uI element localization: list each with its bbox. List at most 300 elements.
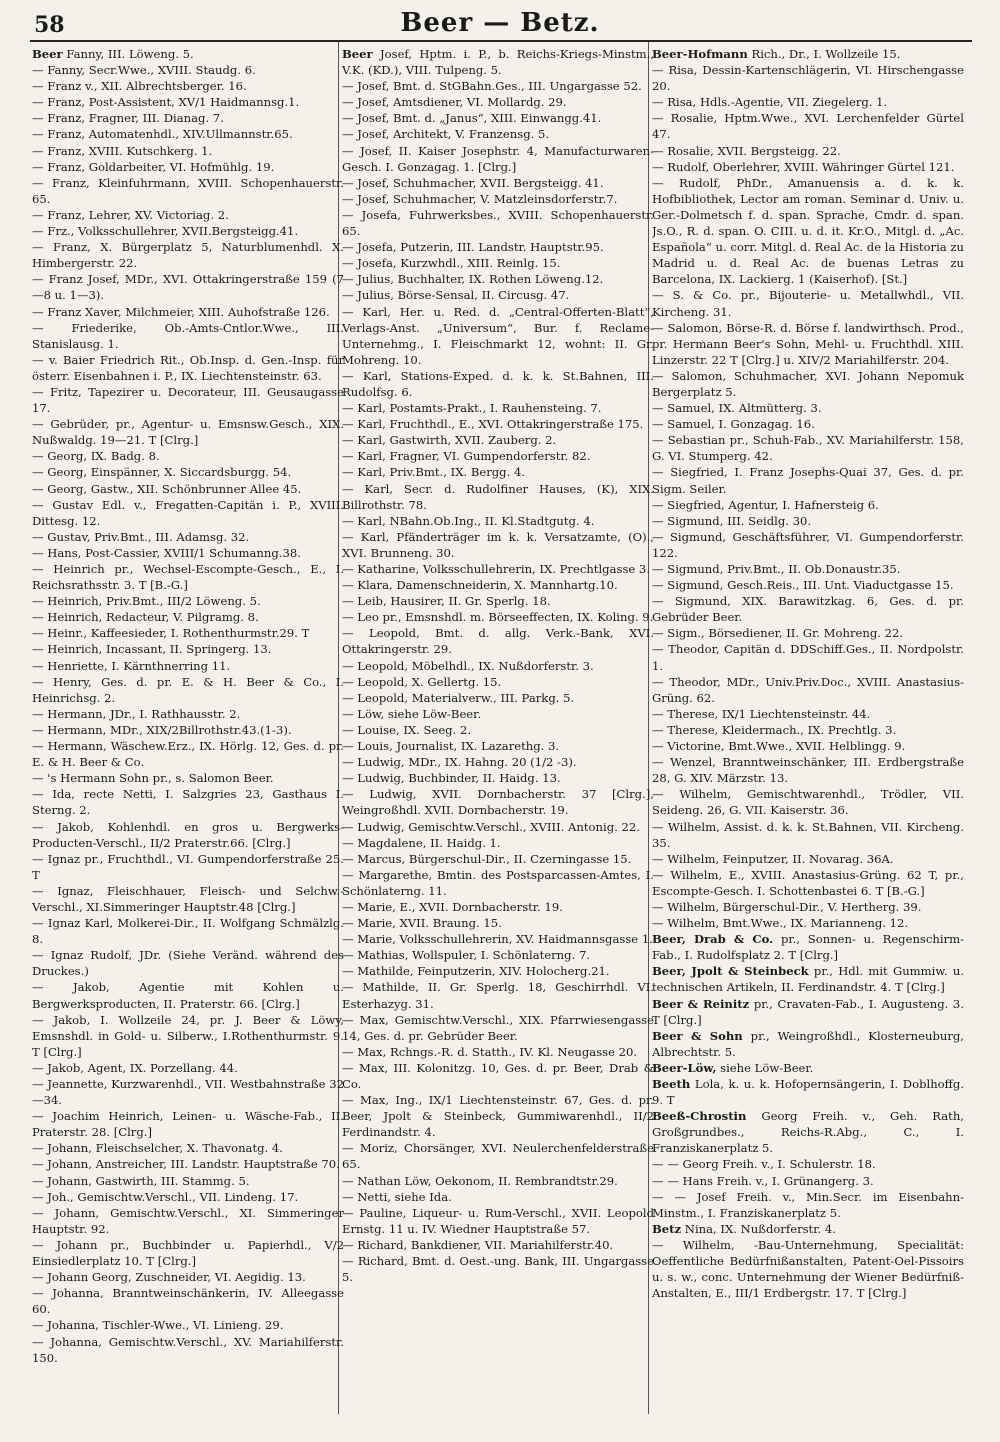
directory-entry	[652, 94, 964, 110]
directory-entry	[652, 1173, 964, 1189]
directory-entry	[342, 1140, 654, 1172]
entry-text: — Ludwig, Gemischtw.Verschl., XVIII. Antonig. 22.	[342, 819, 640, 834]
directory-entry	[342, 1092, 654, 1140]
directory-entry	[342, 271, 654, 287]
entry-text: — Risa, Hdls.-Agentie, VII. Ziegelerg. 1.	[652, 95, 888, 110]
entry-text: — Wilhelm, E., XVIII. Anastasius-Grüng. 62 T, pr., Escompte-Gesch. I. Schottenbastei 6. T [B.-G.]	[652, 867, 964, 898]
entry-surname: Beer	[32, 47, 63, 61]
directory-entry	[342, 963, 654, 979]
entry-text: — Netti, siehe Ida.	[342, 1189, 452, 1204]
entry-text: — Ludwig, XVII. Dornbacherstr. 37 [Clrg.], Weingroßhdl. XVII. Dornbacherstr. 19.	[342, 787, 654, 818]
directory-entry	[652, 1189, 964, 1221]
directory-entry	[652, 1237, 964, 1301]
directory-entry	[32, 545, 344, 561]
directory-entry	[652, 867, 964, 899]
entry-text: — Franz, Fragner, III. Dianag. 7.	[32, 111, 224, 126]
entry-text: — Franz, Goldarbeiter, VI. Hofmühlg. 19.	[32, 159, 275, 174]
entry-text: — — Josef Freih. v., Min.Secr. im Eisenbahn-Minstm., I. Franziskanerplatz 5.	[652, 1189, 964, 1220]
directory-entry	[342, 110, 654, 126]
directory-entry	[32, 915, 344, 947]
entry-text: — Sigmund, III. Seidlg. 30.	[652, 513, 812, 528]
directory-entry	[342, 561, 654, 577]
entry-text: — Julius, Buchhalter, IX. Rothen Löweng.12.	[342, 272, 604, 287]
directory-entry	[32, 416, 344, 448]
directory-entry	[32, 159, 344, 175]
directory-entry	[342, 609, 654, 625]
entry-text: — Max, Gemischtw.Verschl., XIX. Pfarrwiesengasse 14, Ges. d. pr. Gebrüder Beer.	[342, 1012, 654, 1043]
entry-text: — Marie, E., XVII. Dornbacherstr. 19.	[342, 899, 563, 914]
entry-text: — Heinrich, Redacteur, V. Pilgramg. 8.	[32, 610, 259, 625]
entry-text: — Samuel, IX. Altmütterg. 3.	[652, 401, 822, 416]
directory-entry	[32, 126, 344, 142]
entry-text: — Jakob, Agent, IX. Porzellang. 44.	[32, 1060, 238, 1075]
entry-text: — Max, III. Kolonitzg. 10, Ges. d. pr. Beer, Drab & Co.	[342, 1060, 654, 1091]
directory-entry	[32, 1108, 344, 1140]
directory-entry	[342, 931, 654, 947]
directory-entry	[32, 851, 344, 883]
directory-entry	[32, 1317, 344, 1333]
directory-entry	[342, 448, 654, 464]
entry-text: Rich., Dr., I. Wollzeile 15.	[747, 47, 901, 61]
entry-text: — Gebrüder, pr., Agentur- u. Emsnsw.Gesch., XIX. Nußwaldg. 19—21. T [Clrg.]	[32, 417, 344, 448]
directory-entry	[342, 1060, 654, 1092]
entry-text: — Josef, II. Kaiser Josephstr. 4, Manufacturwaren-Gesch. I. Gonzagag. 1. [Clrg.]	[342, 143, 654, 174]
entry-text: — Ida, recte Netti, I. Salzgries 23, Gasthaus I. Sterng. 2.	[32, 787, 344, 818]
directory-entry	[342, 46, 654, 78]
entry-text: — Georg, IX. Badg. 8.	[32, 449, 160, 464]
entry-text: — Heinrich, Incassant, II. Springerg. 13.	[32, 642, 272, 657]
directory-entry	[342, 658, 654, 674]
entry-text: — Victorine, Bmt.Wwe., XVII. Helblingg. 9.	[652, 739, 906, 754]
directory-entry	[32, 78, 344, 94]
entry-surname: Beer & Reinitz	[652, 996, 750, 1011]
directory-entry	[652, 899, 964, 915]
entry-text: — Johanna, Tischler-Wwe., VI. Linieng. 29.	[32, 1318, 284, 1333]
entry-text: — Magdalene, II. Haidg. 1.	[342, 835, 501, 850]
directory-entry	[342, 593, 654, 609]
entry-text: — 's Hermann Sohn pr., s. Salomon Beer.	[32, 771, 274, 786]
entry-text: Josef, Hptm. i. P., b. Reichs-Kriegs-Minstm., V.K. (KD.), VIII. Tulpeng. 5.	[342, 47, 654, 78]
directory-entry	[342, 143, 654, 175]
entry-text: — Sebastian pr., Schuh-Fab., XV. Mariahilferstr. 158, G. VI. Stumperg. 42.	[652, 433, 964, 464]
entry-text: — Louise, IX. Seeg. 2.	[342, 722, 472, 737]
directory-entry	[32, 271, 344, 303]
entry-text: — Karl, Fragner, VI. Gumpendorferstr. 82.	[342, 449, 591, 464]
entry-text: — Marie, XVII. Braung. 15.	[342, 916, 502, 931]
entry-text: — Franz, Automatenhdl., XIV.Ullmannstr.65.	[32, 127, 293, 142]
entry-text: — v. Baier Friedrich Rit., Ob.Insp. d. Gen.-Insp. für österr. Eisenbahnen i. P., IX. Liechtensteinstr. 63.	[32, 352, 344, 383]
entry-text: — Löw, siehe Löw-Beer.	[342, 706, 482, 721]
entry-text: — Ignaz Rudolf, JDr. (Siehe Veränd. während des Druckes.)	[32, 948, 344, 979]
directory-entry	[32, 1205, 344, 1237]
directory-entry	[342, 899, 654, 915]
entry-text: — Henry, Ges. d. pr. E. & H. Beer & Co., I. Heinrichsg. 2.	[32, 674, 344, 705]
entry-text: — Leopold, Möbelhdl., IX. Nußdorferstr. 3.	[342, 658, 594, 673]
entry-text: — Jakob, Kohlenhdl. en gros u. Bergwerks-Producten-Verschl., II/2 Praterstr.66. [Clrg.]	[32, 819, 344, 850]
entry-text: — Hermann, JDr., I. Rathhausstr. 2.	[32, 706, 241, 721]
directory-entry	[342, 126, 654, 142]
directory-entry	[342, 1173, 654, 1189]
directory-entry	[32, 883, 344, 915]
entry-text: pr., Hdl. mit Gummiw. u. technischen Artikeln, II. Ferdinandstr. 4. T [Clrg.]	[652, 964, 964, 995]
entry-surname: Beer, Jpolt & Steinbeck	[652, 964, 809, 979]
directory-entry	[652, 1156, 964, 1172]
entry-text: — Johann, Gastwirth, III. Stammg. 5.	[32, 1173, 250, 1188]
directory-entry	[32, 304, 344, 320]
directory-entry	[342, 577, 654, 593]
directory-entry	[652, 738, 964, 754]
entry-text: — Heinrich pr., Wechsel-Escompte-Gesch., E., I. Reichsrathsstr. 3. T [B.-G.]	[32, 562, 344, 593]
directory-entry	[342, 835, 654, 851]
directory-entry	[342, 287, 654, 303]
entry-text: — Rudolf, PhDr., Amanuensis a. d. k. k. Hofbibliothek, Lector am roman. Seminar d. Univ. u. Ger.-Dolmetsch f. d. span. Sprache, Cmdr. d. span. Js.O., R. d. span. O. CIII. u. d. it. Kr.O., Mitgl. d. „Ac. Española“ u. corr. Mitgl. d. Real Ac. de la Historia zu Madrid u. d. Real Ac. de buenas Letras zu Barcelona, IX. Lackierg. 1 (Kaiserhof). [St.]	[652, 175, 964, 287]
entry-text: — Karl, Her. u. Red. d. „Central-Offerten-Blatt“, Verlags-Anst. „Universum“, Bur. f. Reclame-Unternehmg., I. Fleischmarkt 12, wohnt: II. Gr. Mohreng. 10.	[342, 304, 654, 367]
entry-text: — Johanna, Branntweinschänkerin, IV. Alleegasse 60.	[32, 1286, 344, 1317]
entry-text: — Sigmund, Geschäftsführer, VI. Gumpendorferstr. 122.	[652, 529, 964, 560]
directory-entry	[652, 722, 964, 738]
directory-entry	[32, 1173, 344, 1189]
entry-text: — Josef, Schuhmacher, V. Matzleinsdorferstr.7.	[342, 191, 618, 206]
entry-text: — Gustav Edl. v., Fregatten-Capitän i. P., XVIII. Dittesg. 12.	[32, 497, 344, 528]
directory-entry	[652, 625, 964, 641]
entry-text: — Wilhelm, Bürgerschul-Dir., V. Hertherg. 39.	[652, 899, 922, 914]
entry-surname: Beeth	[652, 1077, 691, 1091]
entry-text: — Nathan Löw, Oekonom, II. Rembrandtstr.29.	[342, 1173, 618, 1188]
directory-entry	[342, 722, 654, 738]
entry-text: — Therese, Kleidermach., IX. Prechtlg. 3.	[652, 722, 897, 737]
entry-text: — Josef, Bmt. d. StGBahn.Ges., III. Ungargasse 52.	[342, 79, 642, 94]
entry-text: — Julius, Börse-Sensal, II. Circusg. 47.	[342, 288, 570, 303]
entry-text: — Rudolf, Oberlehrer, XVIII. Währinger Gürtel 121.	[652, 159, 955, 174]
entry-surname: Beer & Sohn	[652, 1028, 743, 1043]
directory-entry	[652, 786, 964, 818]
directory-entry	[342, 1189, 654, 1205]
entry-text: — Ignaz, Fleischhauer, Fleisch- und Selchw.-Verschl., XI.Simmeringer Hauptstr.48 [Clrg.]	[32, 883, 344, 914]
directory-entry	[652, 996, 964, 1028]
directory-entry	[342, 513, 654, 529]
entry-surname: Beer-Löw,	[652, 1060, 717, 1075]
directory-entry	[32, 94, 344, 110]
directory-entry	[32, 1189, 344, 1205]
directory-entry	[342, 625, 654, 657]
directory-entry	[342, 191, 654, 207]
entry-text: — Jeannette, Kurzwarenhdl., VII. Westbahnstraße 32—34.	[32, 1077, 344, 1108]
directory-entry	[342, 94, 654, 110]
entry-text: — Georg, Einspänner, X. Siccardsburgg. 54.	[32, 465, 292, 480]
entry-text: — Wilhelm, Assist. d. k. k. St.Bahnen, VII. Kircheng. 35.	[652, 819, 964, 850]
entry-text: — Johann, Gemischtw.Verschl., XI. Simmeringer Hauptstr. 92.	[32, 1205, 344, 1236]
directory-entry	[652, 851, 964, 867]
entry-text: — Leib, Hausirer, II. Gr. Sperlg. 18.	[342, 594, 551, 609]
directory-entry	[652, 287, 964, 319]
entry-text: — Siegfried, I. Franz Josephs-Quai 37, Ges. d. pr. Sigm. Seiler.	[652, 465, 964, 496]
directory-entry	[342, 770, 654, 786]
directory-entry	[652, 706, 964, 722]
entry-text: — Max, Ing., IX/1 Liechtensteinstr. 67, Ges. d. pr. Beer, Jpolt & Steinbeck, Gummiwarenhdl., II/2 Ferdinandstr. 4.	[342, 1093, 654, 1140]
entry-text: — Klara, Damenschneiderin, X. Mannhartg.10.	[342, 578, 618, 593]
directory-entry	[32, 947, 344, 979]
entry-text: — Karl, Postamts-Prakt., I. Rauhensteing. 7.	[342, 401, 602, 416]
directory-entry	[32, 497, 344, 529]
directory-entry	[32, 1334, 344, 1366]
entry-text: — Rosalie, Hptm.Wwe., XVI. Lerchenfelder Gürtel 47.	[652, 111, 964, 142]
directory-entry	[342, 78, 654, 94]
directory-entry	[32, 223, 344, 239]
entry-text: — Joachim Heinrich, Leinen- u. Wäsche-Fab., II. Praterstr. 28. [Clrg.]	[32, 1109, 344, 1140]
entry-text: — Sigm., Börsediener, II. Gr. Mohreng. 22.	[652, 626, 904, 641]
directory-entry	[652, 529, 964, 561]
directory-entry	[652, 915, 964, 931]
entry-text: — — Georg Freih. v., I. Schulerstr. 18.	[652, 1157, 876, 1172]
entry-text: — Heinr., Kaffeesieder, I. Rothenthurmstr.29. T	[32, 626, 310, 641]
directory-entry	[652, 931, 964, 963]
directory-entry	[342, 690, 654, 706]
directory-entry	[342, 368, 654, 400]
entry-text: — Franz, Lehrer, XV. Victoriag. 2.	[32, 207, 229, 222]
directory-entry	[652, 46, 964, 62]
entry-text: — Hermann, Wäschew.Erz., IX. Hörlg. 12, Ges. d. pr. E. & H. Beer & Co.	[32, 739, 344, 770]
directory-entry	[32, 1269, 344, 1285]
directory-entry	[652, 674, 964, 706]
entry-text: — Josef, Bmt. d. „Janus“, XIII. Einwangg.41.	[342, 111, 602, 126]
directory-entry	[32, 979, 344, 1011]
entry-text: — Johanna, Gemischtw.Verschl., XV. Mariahilferstr. 150.	[32, 1334, 344, 1365]
entry-text: — Pauline, Liqueur- u. Rum-Verschl., XVII. Leopold Ernstg. 11 u. IV. Wiedner Hauptstraße 57.	[342, 1205, 654, 1236]
entry-text: — Leo pr., Emsnshdl. m. Börseeffecten, IX. Koling. 9.	[342, 610, 654, 625]
directory-entry	[652, 1028, 964, 1060]
header-rule	[30, 40, 972, 42]
entry-text: — Sigmund, Gesch.Reis., III. Unt. Viaductgasse 15.	[652, 578, 954, 593]
directory-entry	[342, 1012, 654, 1044]
entry-text: — Johann, Anstreicher, III. Landstr. Hauptstraße 70.	[32, 1157, 340, 1172]
directory-entry	[32, 1237, 344, 1269]
directory-entry	[32, 658, 344, 674]
entry-text: — Richard, Bankdiener, VII. Mariahilferstr.40.	[342, 1237, 614, 1252]
entry-text: — Salomon, Schuhmacher, XVI. Johann Nepomuk Bergerplatz 5.	[652, 368, 964, 399]
entry-surname: Beeß-Chrostin	[652, 1109, 747, 1124]
directory-entry	[652, 561, 964, 577]
directory-entry	[32, 738, 344, 770]
entry-text: — Mathilde, Feinputzerin, XIV. Holocherg.21.	[342, 964, 610, 979]
directory-entry	[342, 819, 654, 835]
entry-text: — Josef, Amtsdiener, VI. Mollardg. 29.	[342, 95, 567, 110]
directory-entry	[32, 1156, 344, 1172]
directory-entry	[32, 464, 344, 480]
entry-text: — Henriette, I. Kärnthnerring 11.	[32, 658, 231, 673]
page-header	[30, 8, 970, 40]
page-number: 58	[34, 12, 65, 38]
directory-entry	[32, 175, 344, 207]
directory-entry	[32, 448, 344, 464]
entry-text: — Wenzel, Branntweinschänker, III. Erdbergstraße 28, G. XIV. Märzstr. 13.	[652, 755, 964, 786]
directory-entry	[652, 1108, 964, 1156]
entry-text: — Franz Josef, MDr., XVI. Ottakringerstraße 159 (7—8 u. 1—3).	[32, 272, 344, 303]
column-3	[652, 46, 964, 1416]
directory-entry	[342, 529, 654, 561]
entry-text: — Ignaz Karl, Molkerei-Dir., II. Wolfgang Schmälzlg. 8.	[32, 916, 344, 947]
directory-entry	[32, 143, 344, 159]
entry-text: — Gustav, Priv.Bmt., III. Adamsg. 32.	[32, 529, 250, 544]
directory-entry	[32, 561, 344, 593]
directory-entry	[652, 593, 964, 625]
entry-surname: Beer, Drab & Co.	[652, 932, 774, 947]
directory-entry	[32, 62, 344, 78]
entry-text: — Siegfried, Agentur, I. Hafnersteig 6.	[652, 497, 879, 512]
entry-text: — Mathilde, II. Gr. Sperlg. 18, Geschirrhdl. VI. Esterhazyg. 31.	[342, 980, 654, 1011]
entry-text: Nina, IX. Nußdorferstr. 4.	[681, 1221, 836, 1236]
column-2	[342, 46, 654, 1416]
directory-entry	[32, 384, 344, 416]
directory-entry	[342, 255, 654, 271]
entry-text: — Sigmund, XIX. Barawitzkag. 6, Ges. d. pr. Gebrüder Beer.	[652, 594, 964, 625]
directory-entry	[342, 754, 654, 770]
entry-text: — — Hans Freih. v., I. Grünangerg. 3.	[652, 1173, 874, 1188]
entry-surname: Beer	[342, 47, 373, 61]
directory-entry	[342, 464, 654, 480]
directory-entry	[342, 786, 654, 818]
entry-text: — Josef, Schuhmacher, XVII. Bergsteigg. 41.	[342, 175, 604, 190]
entry-text: — Ludwig, MDr., IX. Hahng. 20 (1/2 -3).	[342, 755, 577, 770]
directory-entry	[652, 400, 964, 416]
entry-text: — Katharine, Volksschullehrerin, IX. Prechtlgasse 3.	[342, 562, 650, 576]
entry-text: — Josef, Architekt, V. Franzensg. 5.	[342, 127, 550, 142]
directory-entry	[652, 175, 964, 288]
entry-text: — Samuel, I. Gonzagag. 16.	[652, 417, 815, 432]
directory-entry	[342, 400, 654, 416]
directory-entry	[342, 304, 654, 368]
entry-text: — S. & Co. pr., Bijouterie- u. Metallwhdl., VII. Kircheng. 31.	[652, 288, 964, 319]
directory-entry	[32, 1285, 344, 1317]
entry-text: — Josefa, Fuhrwerksbes., XVIII. Schopenhauerstr. 65.	[342, 207, 654, 239]
entry-text: — Karl, Gastwirth, XVII. Zauberg. 2.	[342, 433, 557, 448]
entry-text: — Franz, Post-Assistent, XV/1 Haidmannsg.1.	[32, 95, 300, 110]
entry-text: — Karl, NBahn.Ob.Ing., II. Kl.Stadtgutg. 4.	[342, 513, 595, 528]
entry-text: — Rosalie, XVII. Bergsteigg. 22.	[652, 143, 841, 158]
entry-text: — Karl, Stations-Exped. d. k. k. St.Bahnen, III. Rudolfsg. 6.	[342, 368, 654, 399]
entry-surname: Beer-Hofmann	[652, 47, 748, 61]
entry-text: — Wilhelm, Bmt.Wwe., IX. Marianneng. 12.	[652, 916, 909, 931]
entry-text: — Risa, Dessin-Kartenschlägerin, VI. Hirschengasse 20.	[652, 63, 964, 94]
directory-entry	[32, 46, 344, 62]
column-1	[32, 46, 344, 1416]
directory-entry	[342, 706, 654, 722]
directory-entry	[652, 1076, 964, 1108]
entry-text: — Therese, IX/1 Liechtensteinstr. 44.	[652, 706, 871, 721]
entry-text: — Franz, Kleinfuhrmann, XVIII. Schopenhauerstr. 65.	[32, 175, 344, 206]
directory-entry	[342, 1205, 654, 1237]
directory-entry	[32, 1140, 344, 1156]
entry-text: — Moriz, Chorsänger, XVI. Neulerchenfelderstraße 65.	[342, 1141, 654, 1172]
entry-text: — Sigmund, Priv.Bmt., II. Ob.Donaustr.35.	[652, 562, 901, 576]
entry-text: — Max, Rchngs.-R. d. Statth., IV. Kl. Neugasse 20.	[342, 1044, 638, 1059]
entry-text: — Ignaz pr., Fruchthdl., VI. Gumpendorferstraße 25. T	[32, 851, 344, 882]
directory-entry	[32, 674, 344, 706]
directory-entry	[342, 1044, 654, 1060]
directory-entry	[32, 1076, 344, 1108]
directory-entry	[32, 641, 344, 657]
running-head: Beer — Betz.	[400, 8, 600, 38]
directory-entry	[342, 416, 654, 432]
entry-text: — Karl, Secr. d. Rudolfiner Hauses, (K), XIX. Billrothstr. 78.	[342, 481, 654, 512]
directory-entry	[652, 464, 964, 496]
entry-text: — Johann pr., Buchbinder u. Papierhdl., V/2 Einsiedlerplatz 10. T [Clrg.]	[32, 1237, 344, 1269]
directory-entry	[32, 625, 344, 641]
entry-text: pr., Sonnen- u. Regenschirm-Fab., I. Rudolfsplatz 2. T [Clrg.]	[652, 932, 964, 963]
directory-entry	[32, 481, 344, 497]
directory-entry	[652, 513, 964, 529]
entry-text: — Marcus, Bürgerschul-Dir., II. Czerningasse 15.	[342, 851, 632, 866]
directory-entry	[652, 143, 964, 159]
entry-text: — Franz, XVIII. Kutschkerg. 1.	[32, 143, 213, 158]
entry-text: Lola, k. u. k. Hofopernsängerin, I. Doblhoffg. 9. T	[652, 1077, 964, 1108]
directory-entry	[342, 481, 654, 513]
entry-text: — Friederike, Ob.-Amts-Cntlor.Wwe., III. Stanislausg. 1.	[32, 320, 344, 351]
directory-entry	[32, 529, 344, 545]
directory-entry	[652, 62, 964, 94]
directory-entry	[652, 432, 964, 464]
entry-text: — Hermann, MDr., XIX/2Billrothstr.43.(1-3).	[32, 722, 292, 737]
directory-entry	[32, 609, 344, 625]
entry-text: — Josefa, Kurzwhdl., XIII. Reinlg. 15.	[342, 256, 561, 271]
directory-entry	[342, 1237, 654, 1253]
entry-text: — Franz v., XII. Albrechtsberger. 16.	[32, 79, 247, 94]
entry-text: siehe Löw-Beer.	[716, 1060, 814, 1075]
directory-entry	[342, 979, 654, 1011]
directory-entry	[342, 432, 654, 448]
entry-text: Georg Freih. v., Geh. Rath, Großgrundbes., Reichs-R.Abg., C., I. Franziskanerplatz 5.	[652, 1109, 964, 1156]
entry-text: — Leopold, Materialverw., III. Parkg. 5.	[342, 690, 575, 705]
entry-text: — Marie, Volksschullehrerin, XV. Haidmannsgasse 1.	[342, 932, 653, 947]
directory-entry	[32, 110, 344, 126]
directory-entry	[32, 593, 344, 609]
entry-text: pr., Cravaten-Fab., I. Augusteng. 3. T [Clrg.]	[652, 996, 964, 1027]
entry-text: pr., Weingroßhdl., Klosterneuburg, Albrechtstr. 5.	[652, 1028, 964, 1059]
entry-text: — Jakob, Agentie mit Kohlen u. Bergwerksproducten, II. Praterstr. 66. [Clrg.]	[32, 980, 344, 1011]
entry-text: — Richard, Bmt. d. Oest.-ung. Bank, III. Ungargasse 5.	[342, 1254, 654, 1285]
entry-text: — Franz, X. Bürgerplatz 5, Naturblumenhdl. X. Himbergerstr. 22.	[32, 240, 344, 271]
directory-entry	[342, 175, 654, 191]
directory-entry	[32, 819, 344, 851]
entry-surname: Betz	[652, 1221, 682, 1236]
entry-text: — Frz., Volksschullehrer, XVII.Bergsteigg.41.	[32, 224, 299, 239]
entry-text: — Jakob, I. Wollzeile 24, pr. J. Beer & Löwy, Emsnshdl. in Gold- u. Silberw., I.Rothenthurmstr. 9. T [Clrg.]	[32, 1012, 344, 1059]
directory-entry	[32, 239, 344, 271]
directory-entry	[342, 674, 654, 690]
directory-entry	[652, 1060, 964, 1076]
directory-entry	[342, 867, 654, 899]
directory-entry	[342, 239, 654, 255]
entry-text: — Mathias, Wollspuler, I. Schönlaterng. 7.	[342, 948, 591, 963]
directory-entry	[342, 947, 654, 963]
entry-text: — Georg, Gastw., XII. Schönbrunner Allee 45.	[32, 481, 302, 496]
entry-text: — Ludwig, Buchbinder, II. Haidg. 13.	[342, 771, 561, 786]
directory-entry	[652, 963, 964, 995]
directory-entry	[32, 770, 344, 786]
entry-text: — Johann Georg, Zuschneider, VI. Aegidig. 13.	[32, 1270, 306, 1285]
directory-entry	[652, 497, 964, 513]
entry-text: — Johann, Fleischselcher, X. Thavonatg. 4.	[32, 1141, 283, 1156]
directory-entry	[32, 1012, 344, 1060]
entry-text: — Heinrich, Priv.Bmt., III/2 Löweng. 5.	[32, 594, 261, 609]
directory-entry	[32, 207, 344, 223]
directory-entry	[32, 706, 344, 722]
entry-text: — Fritz, Tapezirer u. Decorateur, III. Geusaugasse 17.	[32, 384, 344, 416]
directory-entry	[652, 1221, 964, 1237]
entry-text: — Wilhelm, Gemischtwarenhdl., Trödler, VII. Seideng. 26, G. VII. Kaiserstr. 36.	[652, 787, 964, 818]
directory-entry	[652, 110, 964, 142]
directory-entry	[652, 416, 964, 432]
entry-text: — Salomon, Börse-R. d. Börse f. landwirthsch. Prod., pr. Hermann Beer's Sohn, Mehl- u. Fruchthdl. XIII. Linzerstr. 22 T [Clrg.] u. XIV/2 Mariahilferstr. 204.	[652, 320, 964, 367]
